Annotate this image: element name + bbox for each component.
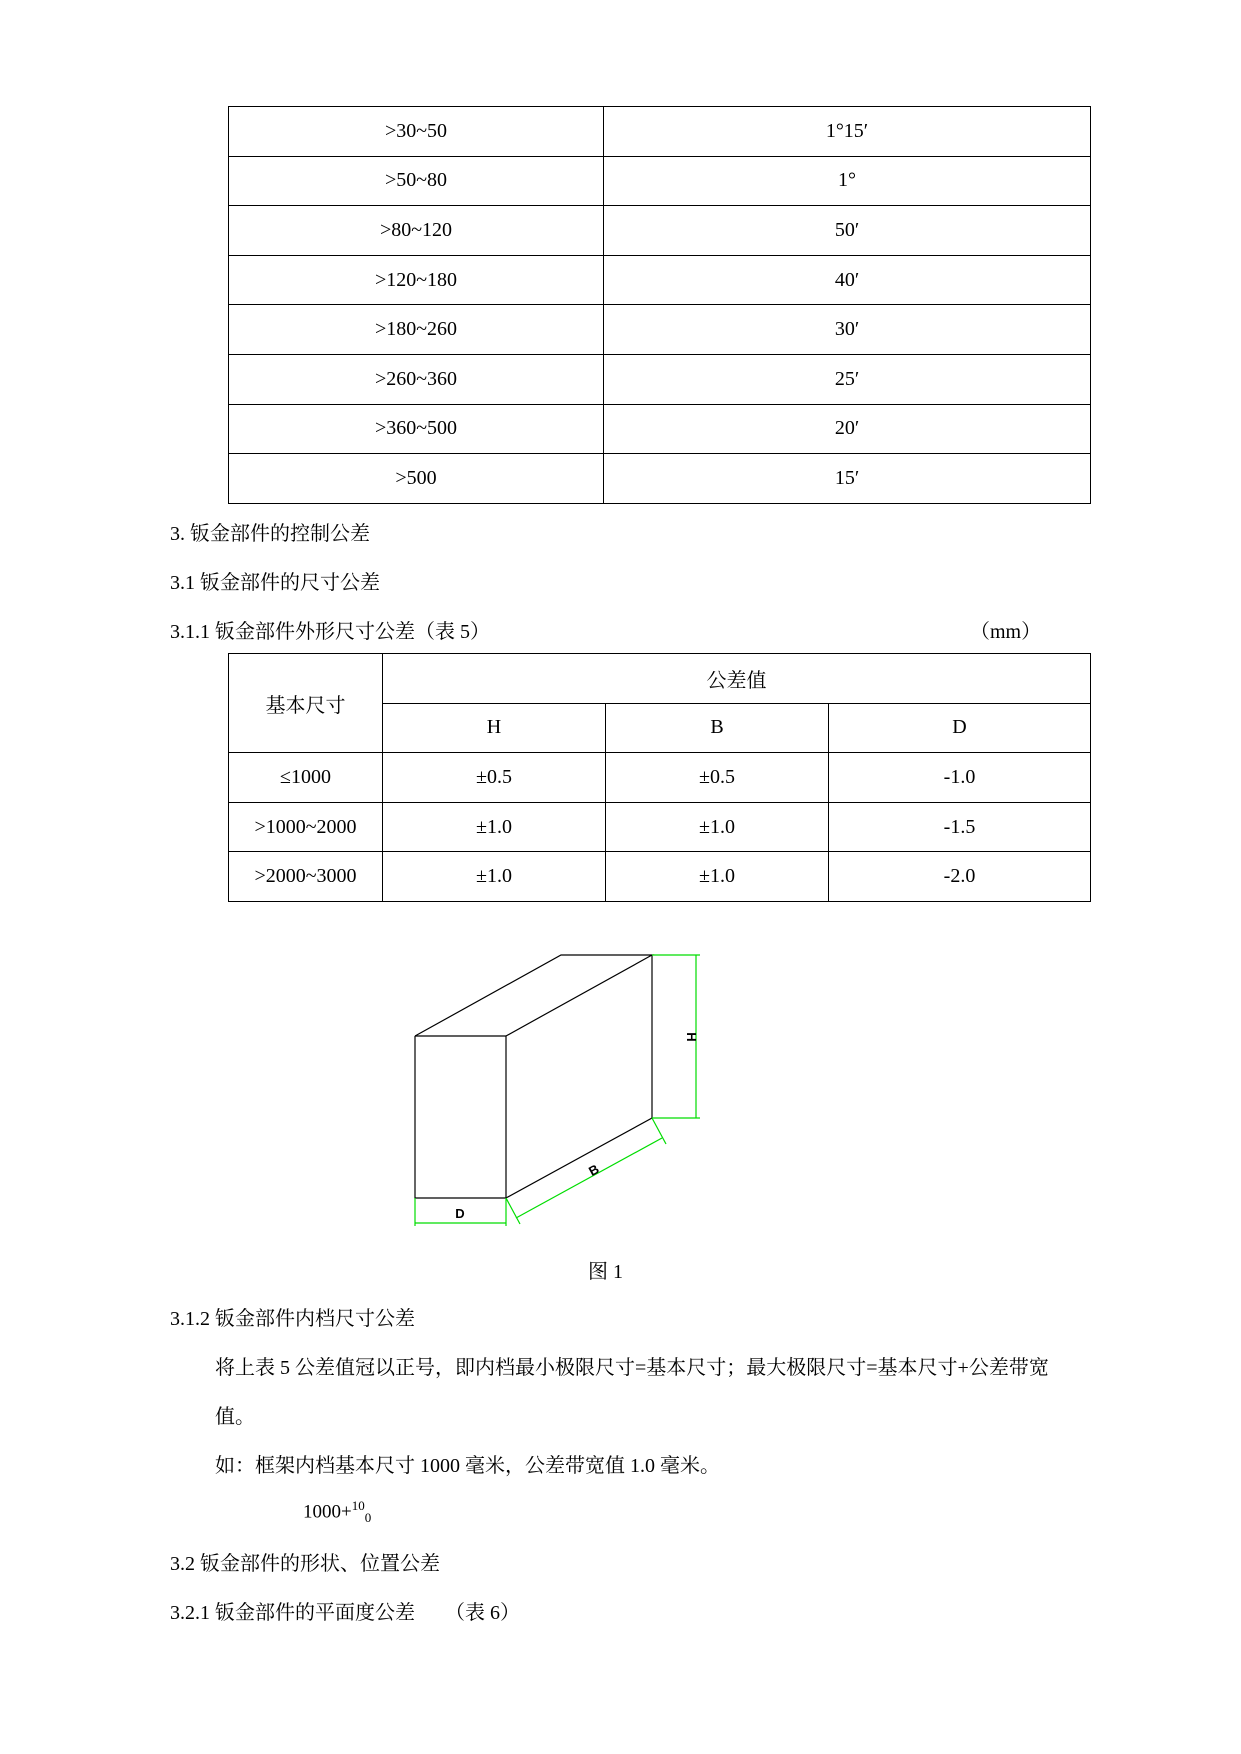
tol-d-cell: -1.5 — [829, 802, 1091, 852]
angle-tolerance-cell: 30′ — [604, 305, 1091, 355]
angle-range-cell: >30~50 — [229, 107, 604, 157]
section-3-1-heading: 3.1 钣金部件的尺寸公差 — [170, 572, 380, 594]
angle-row — [229, 354, 1091, 404]
tol-b-cell: ±0.5 — [606, 753, 829, 803]
formula-lower: 0 — [364, 1510, 372, 1526]
angle-range-cell: >50~80 — [229, 156, 604, 206]
angle-range-cell: >360~500 — [229, 404, 604, 454]
paragraph-rule: 将上表 5 公差值冠以正号，即内档最小极限尺寸=基本尺寸；最大极限尺寸=基本尺寸+公差带宽 — [215, 1357, 1049, 1379]
angle-tolerance-cell: 40′ — [604, 255, 1091, 305]
basic-size-cell: >2000~3000 — [229, 852, 383, 902]
angle-row — [229, 404, 1091, 454]
angle-range-cell: >180~260 — [229, 305, 604, 355]
dimension-tolerance-table — [228, 653, 1091, 902]
angle-row — [229, 156, 1091, 206]
header-col-d: D — [829, 703, 1091, 753]
formula-upper: 10 — [351, 1498, 365, 1513]
angle-row — [229, 107, 1091, 157]
formula-base: 1000+ — [303, 1501, 352, 1523]
section-3-1-1-heading: 3.1.1 钣金部件外形尺寸公差（表 5） — [170, 621, 490, 643]
angle-tolerance-cell: 50′ — [604, 206, 1091, 256]
formula — [303, 1498, 371, 1526]
label-b: B — [586, 1161, 602, 1179]
tolerance-row — [229, 852, 1091, 902]
header-basic-size: 基本尺寸 — [229, 654, 383, 753]
label-h: H — [684, 1032, 699, 1042]
label-d: D — [455, 1206, 465, 1221]
section-3-2-heading: 3.2 钣金部件的形状、位置公差 — [170, 1553, 440, 1575]
angle-row — [229, 206, 1091, 256]
tol-h-cell: ±1.0 — [383, 852, 606, 902]
angle-tolerance-cell: 20′ — [604, 404, 1091, 454]
section-3-2-1-heading: 3.2.1 钣金部件的平面度公差 （表 6） — [170, 1602, 520, 1624]
angle-row — [229, 305, 1091, 355]
angle-range-cell: >120~180 — [229, 255, 604, 305]
tol-h-cell: ±0.5 — [383, 753, 606, 803]
angle-range-cell: >260~360 — [229, 354, 604, 404]
angle-tolerance-cell: 15′ — [604, 454, 1091, 504]
paragraph-example: 如：框架内档基本尺寸 1000 毫米，公差带宽值 1.0 毫米。 — [215, 1455, 720, 1477]
box-outline — [415, 955, 652, 1198]
tolerance-row — [229, 802, 1091, 852]
tol-h-cell: ±1.0 — [383, 802, 606, 852]
angle-tolerance-cell: 1° — [604, 156, 1091, 206]
unit-label: （mm） — [970, 621, 1042, 643]
angle-row — [229, 454, 1091, 504]
angle-tolerance-table — [228, 106, 1091, 504]
basic-size-cell: ≤1000 — [229, 753, 383, 803]
tolerance-row — [229, 753, 1091, 803]
header-col-h: H — [383, 703, 606, 753]
tol-d-cell: -2.0 — [829, 852, 1091, 902]
section-3-1-2-heading: 3.1.2 钣金部件内档尺寸公差 — [170, 1308, 415, 1330]
basic-size-cell: >1000~2000 — [229, 802, 383, 852]
header-tolerance: 公差值 — [383, 654, 1091, 704]
figure-box-diagram — [410, 950, 720, 1240]
header-col-b: B — [606, 703, 829, 753]
angle-tolerance-cell: 25′ — [604, 354, 1091, 404]
angle-tolerance-cell: 1°15′ — [604, 107, 1091, 157]
figure-caption: 图 1 — [588, 1261, 623, 1283]
dimension-lines — [415, 955, 700, 1226]
tol-b-cell: ±1.0 — [606, 802, 829, 852]
section-3-heading: 3. 钣金部件的控制公差 — [170, 523, 370, 545]
angle-range-cell: >500 — [229, 454, 604, 504]
angle-row — [229, 255, 1091, 305]
tol-b-cell: ±1.0 — [606, 852, 829, 902]
angle-range-cell: >80~120 — [229, 206, 604, 256]
paragraph-rule-cont: 值。 — [215, 1406, 255, 1428]
tol-d-cell: -1.0 — [829, 753, 1091, 803]
